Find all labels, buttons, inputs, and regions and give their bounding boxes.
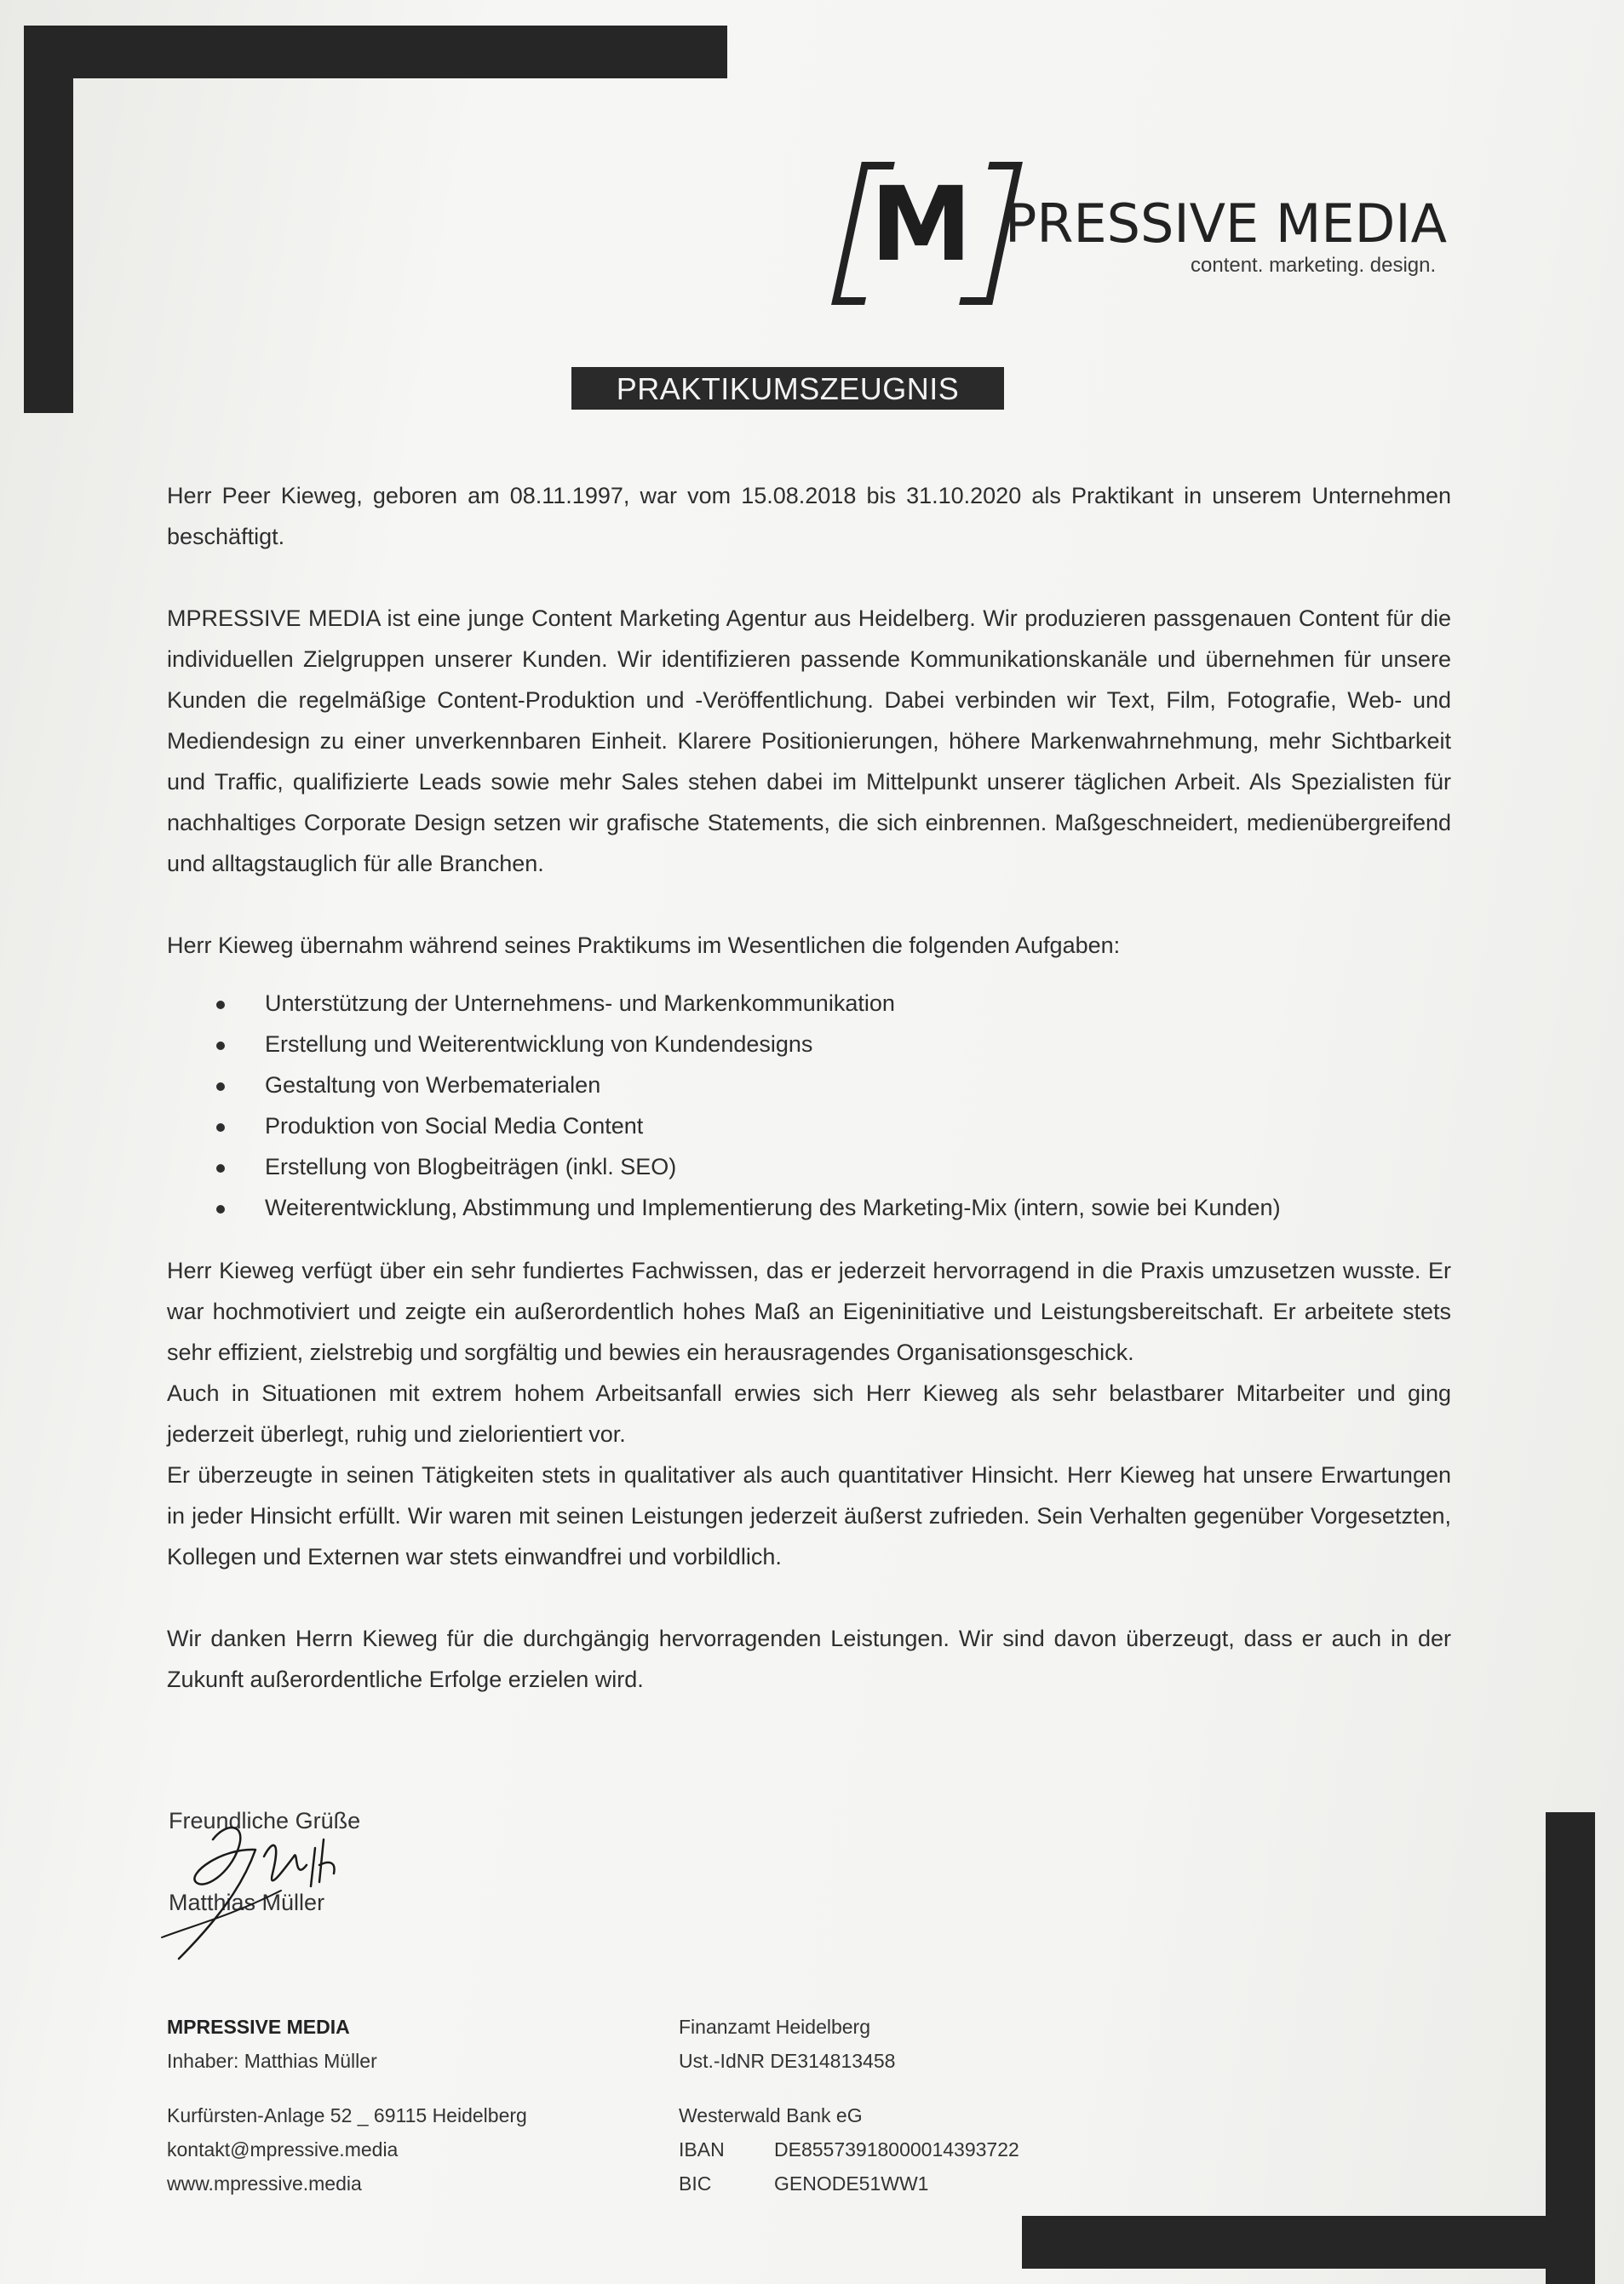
list-item: Produktion von Social Media Content bbox=[167, 1105, 1451, 1146]
footer-owner: Inhaber: Matthias Müller bbox=[167, 2050, 377, 2072]
tasks-intro-paragraph: Herr Kieweg übernahm während seines Praktikums im Wesentlichen die folgenden Aufgaben: bbox=[167, 933, 1121, 958]
footer-bank-info bbox=[679, 2010, 1019, 2201]
corner-bar-top bbox=[24, 26, 727, 78]
logo-tagline: content. marketing. design. bbox=[1191, 254, 1437, 277]
footer-bank-name: Westerwald Bank eG bbox=[679, 2104, 863, 2126]
list-item: Unterstützung der Unternehmens- und Markenkommunikation bbox=[167, 983, 1451, 1024]
list-item: Erstellung und Weiterentwicklung von Kundendesigns bbox=[167, 1024, 1451, 1065]
footer-website[interactable]: www.mpressive.media bbox=[167, 2172, 362, 2195]
corner-bar-right bbox=[1546, 1812, 1595, 2284]
list-item: Weiterentwicklung, Abstimmung und Implementierung des Marketing-Mix (intern, sowie bei Kunden) bbox=[167, 1187, 1451, 1228]
footer-email[interactable]: kontakt@mpressive.media bbox=[167, 2138, 399, 2161]
assessment-paragraph-2: Auch in Situationen mit extrem hohem Arbeitsanfall erwies sich Herr Kieweg als sehr belastbarer Mitarbeiter und ging jederzeit überlegt, ruhig und zielorientiert vor. bbox=[167, 1380, 1451, 1447]
logo-wordmark: PRESSIVE MEDIA bbox=[1005, 192, 1448, 255]
thanks-paragraph: Wir danken Herrn Kieweg für die durchgängig hervorragenden Leistungen. Wir sind davon überzeugt, dass er auch in der Zukunft außerordentliche Erfolge erzielen wird. bbox=[167, 1626, 1451, 1692]
task-list bbox=[167, 983, 1451, 1228]
closing-greeting: Freundliche Grüße bbox=[169, 1808, 361, 1834]
list-item: Gestaltung von Werbematerialen bbox=[167, 1065, 1451, 1105]
corner-bar-left bbox=[24, 26, 73, 413]
footer-bic-label: BIC bbox=[679, 2172, 712, 2195]
assessment-paragraph-3: Er überzeugte in seinen Tätigkeiten stets in qualitativer als auch quantitativer Hinsicht. Herr Kieweg hat unsere Erwartungen in jeder Hinsicht erfüllt. Wir waren mit seinen Leistungen jederzeit äußerst zufrieden. Sein Verhalten gegenüber Vorgesetzten, Kollegen und Externen war stets einwandfrei und vorbildlich. bbox=[167, 1462, 1451, 1570]
footer-iban-label: IBAN bbox=[679, 2138, 725, 2161]
document-title: PRAKTIKUMSZEUGNIS bbox=[571, 367, 1004, 410]
footer-company-info bbox=[167, 2010, 527, 2201]
list-item: Erstellung von Blogbeiträgen (inkl. SEO) bbox=[167, 1146, 1451, 1187]
logo-mark: M bbox=[870, 166, 969, 284]
intro-paragraph: Herr Peer Kieweg, geboren am 08.11.1997, war vom 15.08.2018 bis 31.10.2020 als Praktikant in unserem Unternehmen beschäftigt. bbox=[167, 483, 1451, 549]
letter-body bbox=[167, 475, 1451, 1700]
signer-name: Matthias Müller bbox=[169, 1890, 325, 1915]
assessment-paragraph-1: Herr Kieweg verfügt über ein sehr fundiertes Fachwissen, das er jederzeit hervorragend in die Praxis umzusetzen wusste. Er war hochmotiviert und zeigte ein außerordentlich hohes Maß an Eigeninitiative und Leistungsbereitschaft. Er arbeitete stets sehr effizient, zielstrebig und sorgfältig und bewies ein herausragendes Organisationsgeschick. bbox=[167, 1258, 1451, 1365]
footer-vat-id: Ust.-IdNR DE314813458 bbox=[679, 2050, 896, 2072]
company-paragraph: MPRESSIVE MEDIA ist eine junge Content Marketing Agentur aus Heidelberg. Wir produzieren passgenauen Content für die individuellen Zielgruppen unserer Kunden. Wir identifizieren passende Kommunikationskanäle und übernehmen für unsere Kunden die regelmäßige Content-Produktion und -Veröffentlichung. Dabei verbinden wir Text, Film, Fotografie, Web- und Mediendesign zu einer unverkennbaren Einheit. Klarere Positionierungen, höhere Markenwahrnehmung, mehr Sichtbarkeit und Traffic, qualifizierte Leads sowie mehr Sales stehen dabei im Mittelpunkt unserer täglichen Arbeit. Als Spezialisten für nachhaltiges Corporate Design setzen wir grafische Statements, die sich einbrennen. Maßgeschneidert, medienübergreifend und alltagstauglich für alle Branchen. bbox=[167, 605, 1451, 876]
footer-iban: DE85573918000014393722 bbox=[774, 2138, 1019, 2161]
corner-bar-bottom bbox=[1022, 2216, 1595, 2269]
footer-tax-office: Finanzamt Heidelberg bbox=[679, 2016, 871, 2038]
footer-bic: GENODE51WW1 bbox=[774, 2172, 929, 2195]
handwritten-signature bbox=[145, 1788, 383, 1976]
company-logo bbox=[846, 162, 1460, 298]
footer-address: Kurfürsten-Anlage 52 _ 69115 Heidelberg bbox=[167, 2104, 527, 2126]
footer-company-name: MPRESSIVE MEDIA bbox=[167, 2016, 350, 2038]
